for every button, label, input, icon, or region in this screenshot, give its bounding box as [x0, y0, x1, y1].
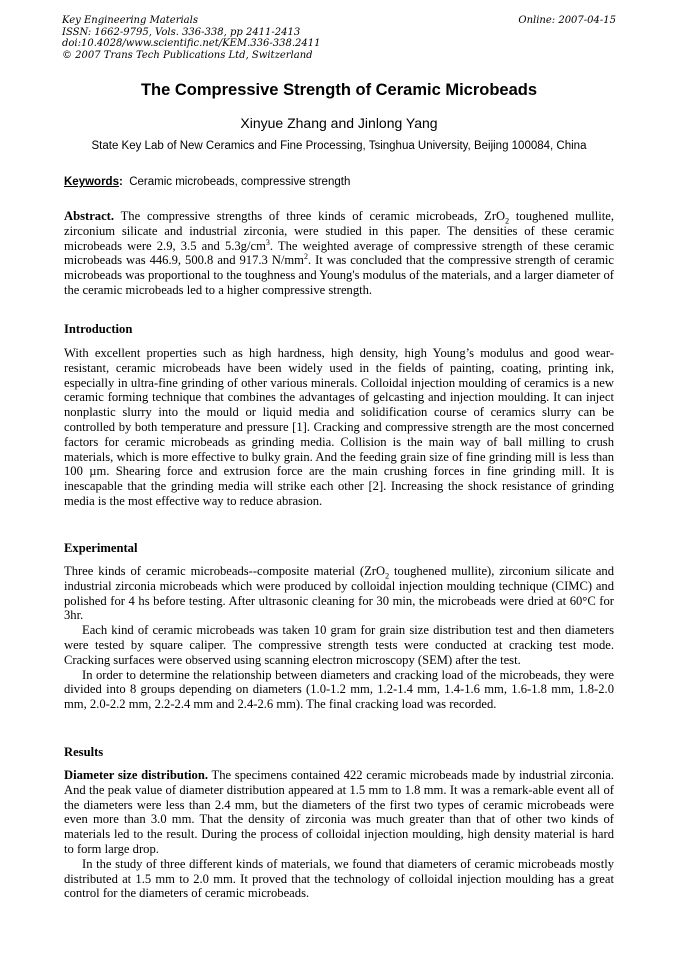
experimental-body — [64, 564, 614, 712]
experimental-text-1b: toughened mullite), zirconium silicate and industrial zirconia microbeads which were produced by colloidal injection moulding technique (CIMC) and polished for 4 hs before testing. After ultrasonic cleaning for 30 min, the microbeads were dried at 60°C for 3hr. — [64, 564, 614, 623]
paper-title: The Compressive Strength of Ceramic Microbeads — [140, 81, 538, 99]
subscript-2: 2 — [505, 216, 510, 226]
authors: Xinyue Zhang and Jinlong Yang — [240, 115, 438, 131]
results-sub-label: Diameter size distribution. — [64, 768, 208, 782]
results-heading: Results — [64, 745, 104, 759]
abstract-text-3: . The weighted average of compressive strength of these ceramic microbeads was 446.9, 500.8 and 917.3 N/mm — [64, 238, 615, 268]
experimental-heading: Experimental — [64, 541, 138, 555]
keywords-colon: : — [118, 176, 123, 188]
results-paragraph-2: In the study of three different kinds of materials, we found that diameters of ceramic microbeads mostly distributed at 1.5 mm to 2.0 mm. It proved that the technology of colloidal injection moulding has a great control for the diameters of ceramic microbeads. — [64, 856, 614, 901]
abstract — [64, 209, 614, 298]
journal-header — [62, 15, 616, 61]
keywords-label: Keywords — [64, 176, 119, 188]
superscript-3: 3 — [265, 237, 270, 247]
keywords-text: Ceramic microbeads, compressive strength — [129, 176, 351, 188]
copyright-line: © 2007 Trans Tech Publications Ltd, Switzerland — [62, 49, 313, 61]
experimental-paragraph-1 — [64, 564, 614, 623]
doi-line: doi:10.4028/www.scientific.net/KEM.336-338.2411 — [62, 38, 321, 49]
online-date: Online: 2007-04-15 — [518, 15, 616, 26]
results-body — [64, 768, 614, 901]
abstract-text-4: . It was concluded that the compressive strength of ceramic microbeads was proportional to the toughness and Young's modulus of the materials, and a larger diameter of the ceramic microbeads led to a higher compressive strength. — [64, 253, 614, 297]
experimental-paragraph-2: Each kind of ceramic microbeads was taken 10 gram for grain size distribution test and then diameters were tested by square caliper. The compressive strength tests were conducted at cracking test mode. Cracking surfaces were observed using scanning electron microscopy (SEM) after the test. — [64, 623, 614, 667]
introduction-heading: Introduction — [64, 322, 133, 336]
journal-name: Key Engineering Materials — [62, 15, 198, 26]
subscript-2: 2 — [385, 571, 390, 581]
introduction-paragraph: With excellent properties such as high hardness, high density, high Young’s modulus and good wear-resistant, ceramic microbeads have been widely used in the fields of painting, coating, printing ink, especially in ultra-fine grinding of other various minerals. Colloidal injection moulding of ceramics is a new ceramic forming technique that combines the advantages of gelcasting and injection moulding. It can inject nonplastic slurry into the mould or liquid media and solidification course of ceramics slurry can be controlled by both temperature and pressure [1]. Cracking and compressive strength are the most concerned factors for ceramic microbeads as grinding media. Collision is the main way of ball milling to crush materials, which is more effective to bulky grain. And the feeding grain size of fine grinding mill is less than 100 µm. Shearing force and extrusion force are the main crushing forces in fine grinding mill. It is inescapable that the grinding media will strike each other [2]. Increasing the shock resistance of grinding media is the most effective way to reduce abrasion. — [64, 346, 614, 508]
results-text-1: The specimens contained 422 ceramic microbeads made by industrial zirconia. And the peak value of diameter distribution appeared at 1.5 mm to 1.8 mm. It was a remark-able event all of the diameters were less than 2.4 mm, but the diameters of the first two types of ceramic microbeads were even more than 3.0 mm. That the density of zirconia was much greater than that of other two kinds of materials led to the result. During the process of colloidal injection moulding, high density material is hard to form large drop. — [64, 768, 614, 856]
results-paragraph-1 — [64, 768, 614, 857]
affiliation: State Key Lab of New Ceramics and Fine Processing, Tsinghua University, Beijing 100084, China — [91, 140, 587, 152]
abstract-text-2: toughened mullite, zirconium silicate and industrial zirconia, were studied in this paper. The densities of these ceramic microbeads were 2.9, 3.5 and 5.3g/cm — [64, 209, 614, 253]
abstract-label: Abstract. — [64, 209, 115, 223]
introduction-body — [64, 346, 614, 509]
experimental-text-1a: Three kinds of ceramic microbeads--composite material (ZrO — [64, 564, 386, 578]
keywords — [64, 176, 350, 188]
superscript-2: 2 — [303, 252, 308, 262]
experimental-paragraph-3: In order to determine the relationship between diameters and cracking load of the microbeads, they were divided into 8 groups depending on diameters (1.0-1.2 mm, 1.2-1.4 mm, 1.4-1.6 mm, 1.6-1.8 mm, 1.8-2.0 mm, 2.0-2.2 mm, 2.2-2.4 mm and 2.4-2.6 mm). The final cracking load was recorded. — [64, 667, 614, 712]
issn-line: ISSN: 1662-9795, Vols. 336-338, pp 2411-2413 — [62, 26, 301, 38]
abstract-text-1: The compressive strengths of three kinds of ceramic microbeads, ZrO — [114, 209, 506, 223]
